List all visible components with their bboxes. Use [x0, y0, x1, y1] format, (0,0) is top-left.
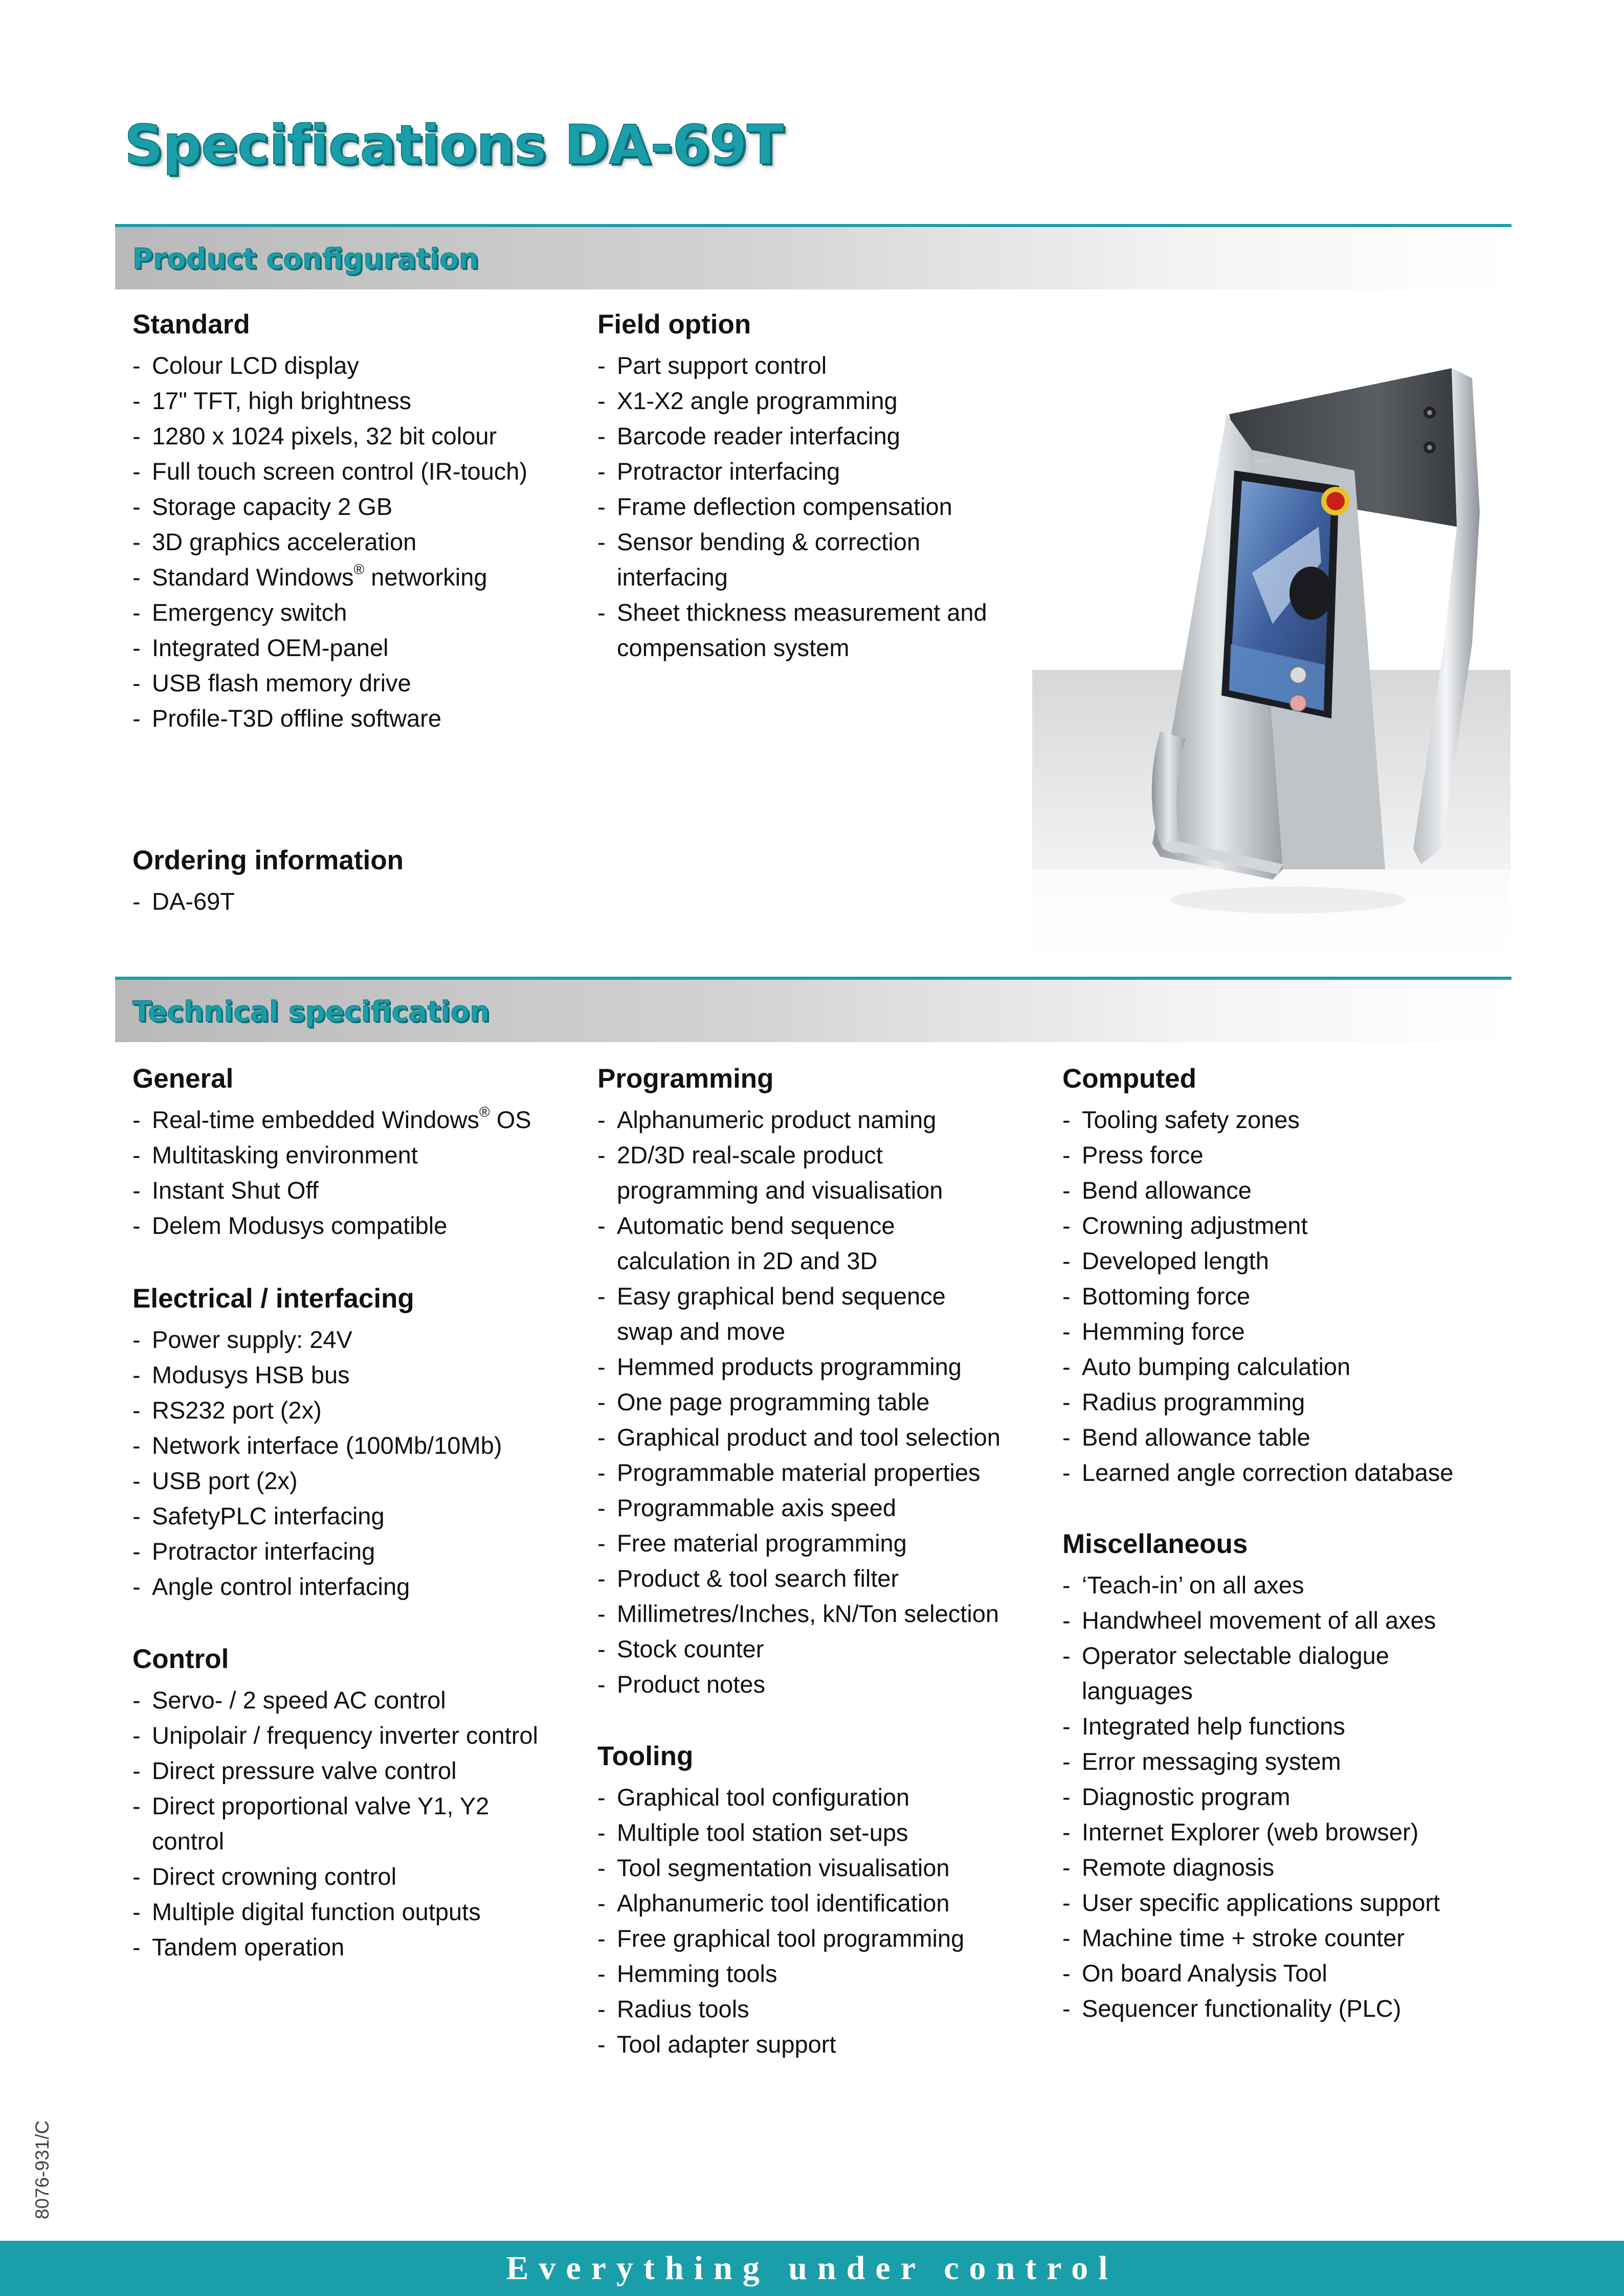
footer-bar	[0, 2241, 1624, 2296]
list-item: - Bend allowance table	[1062, 1420, 1502, 1455]
standard-block	[132, 307, 572, 736]
control-block	[132, 1641, 572, 1965]
list-item: - Barcode reader interfacing	[597, 418, 1017, 454]
list-item: - Protractor interfacing	[597, 454, 1017, 489]
list-item: - Operator selectable dialogue languages	[1062, 1638, 1440, 1708]
list-item: - Alphanumeric product naming	[597, 1102, 1037, 1137]
list-item: - Stock counter	[597, 1631, 1037, 1667]
list-item: - ‘Teach-in’ on all axes	[1062, 1567, 1502, 1603]
document-code: 8076-931/C	[32, 2120, 53, 2219]
list-item: - Colour LCD display	[132, 348, 572, 383]
computed-list	[1062, 1102, 1502, 1490]
list-item: - Hemming force	[1062, 1314, 1502, 1349]
list-item: - Emergency switch	[132, 595, 572, 630]
registered-mark: ®	[479, 1104, 490, 1120]
list-item: - Machine time + stroke counter	[1062, 1920, 1502, 1955]
list-item: - USB flash memory drive	[132, 665, 572, 701]
general-heading: General	[132, 1064, 234, 1094]
list-item: - Direct pressure valve control	[132, 1753, 572, 1788]
list-item: - Integrated help functions	[1062, 1708, 1502, 1744]
list-item: - Unipolair / frequency inverter control	[132, 1718, 572, 1753]
list-item: - Modusys HSB bus	[132, 1357, 572, 1392]
tooling-list	[597, 1780, 1037, 2062]
list-item	[132, 1102, 572, 1137]
tooling-heading: Tooling	[597, 1741, 694, 1771]
list-item: - Tandem operation	[132, 1929, 572, 1965]
list-item: - Sheet thickness measurement and compensation system	[597, 595, 1016, 665]
list-item: - Crowning adjustment	[1062, 1208, 1502, 1243]
product-image	[1032, 358, 1510, 961]
general-block	[132, 1061, 572, 1243]
list-item: - 3D graphics acceleration	[132, 524, 572, 559]
list-item: - Press force	[1062, 1137, 1502, 1173]
list-item: - Servo- / 2 speed AC control	[132, 1682, 572, 1718]
list-item: - 2D/3D real-scale product programming and visualisation	[597, 1137, 975, 1208]
section-title-technical-specification: Technical specification	[132, 995, 490, 1028]
computed-heading: Computed	[1062, 1064, 1197, 1094]
programming-heading: Programming	[597, 1064, 774, 1094]
general-list	[132, 1102, 572, 1243]
computed-block	[1062, 1061, 1502, 1490]
list-item: - Sensor bending & correction interfacing	[597, 524, 944, 595]
list-item: - SafetyPLC interfacing	[132, 1498, 572, 1534]
list-item: - Bend allowance	[1062, 1173, 1502, 1208]
list-item: - Programmable axis speed	[597, 1490, 1037, 1525]
list-item: - Product notes	[597, 1667, 1037, 1702]
miscellaneous-block	[1062, 1526, 1502, 2026]
list-item: - RS232 port (2x)	[132, 1392, 572, 1428]
list-item: - Network interface (100Mb/10Mb)	[132, 1428, 572, 1463]
electrical-block	[132, 1281, 572, 1604]
field-option-list	[597, 348, 1017, 665]
field-option-block	[597, 307, 1017, 665]
standard-list	[132, 348, 572, 736]
control-heading: Control	[132, 1644, 229, 1674]
list-item: - Internet Explorer (web browser)	[1062, 1814, 1502, 1850]
ordering-list	[132, 884, 572, 919]
list-item: - 1280 x 1024 pixels, 32 bit colour	[132, 418, 572, 454]
list-item: - Developed length	[1062, 1243, 1502, 1278]
programming-list	[597, 1102, 1037, 1702]
page-title: Specifications DA-69T	[124, 114, 784, 176]
list-item: - Auto bumping calculation	[1062, 1349, 1502, 1384]
list-item: - On board Analysis Tool	[1062, 1955, 1502, 1991]
list-item: - Direct crowning control	[132, 1859, 572, 1894]
section-title-product-configuration: Product configuration	[132, 242, 479, 275]
standard-heading: Standard	[132, 309, 250, 340]
windows-suffix: OS	[496, 1106, 531, 1133]
windows-text: Real-time embedded Windows	[152, 1106, 480, 1133]
list-item: - Product & tool search filter	[597, 1561, 1037, 1596]
miscellaneous-list	[1062, 1567, 1502, 2026]
list-item: - Tool adapter support	[597, 2027, 1037, 2062]
electrical-heading: Electrical / interfacing	[132, 1284, 414, 1314]
list-item: - 17" TFT, high brightness	[132, 383, 572, 418]
list-item: - Tooling safety zones	[1062, 1102, 1502, 1137]
product-configuration-band	[115, 224, 1511, 289]
list-item: - Power supply: 24V	[132, 1322, 572, 1357]
control-list	[132, 1682, 572, 1965]
list-item: - Diagnostic program	[1062, 1779, 1502, 1814]
registered-mark: ®	[353, 561, 365, 577]
tooling-block	[597, 1739, 1037, 2062]
list-item: - Free graphical tool programming	[597, 1921, 1037, 1956]
list-item: - Graphical tool configuration	[597, 1780, 1037, 1815]
ordering-block	[132, 843, 572, 919]
list-item: - Programmable material properties	[597, 1455, 1037, 1490]
list-item: - User specific applications support	[1062, 1885, 1502, 1920]
footer-slogan: Everything under control	[506, 2249, 1118, 2287]
list-item: - Free material programming	[597, 1525, 1037, 1561]
list-item: - Millimetres/Inches, kN/Ton selection	[597, 1596, 1037, 1631]
list-item: - DA-69T	[132, 884, 572, 919]
list-item: - Radius programming	[1062, 1384, 1502, 1420]
product-brand-label: Delem	[1252, 457, 1273, 465]
list-item: - Multiple digital function outputs	[132, 1894, 572, 1929]
electrical-list	[132, 1322, 572, 1604]
list-item: - USB port (2x)	[132, 1463, 572, 1498]
list-item: - Delem Modusys compatible	[132, 1208, 572, 1243]
list-item: - Radius tools	[597, 1991, 1037, 2027]
technical-specification-band	[115, 977, 1511, 1042]
list-item: - Angle control interfacing	[132, 1569, 572, 1604]
list-item: - Instant Shut Off	[132, 1173, 572, 1208]
list-item: - Handwheel movement of all axes	[1062, 1603, 1502, 1638]
list-item: - Alphanumeric tool identification	[597, 1885, 1037, 1921]
list-item: - Profile-T3D offline software	[132, 701, 572, 736]
list-item: - Easy graphical bend sequence swap and move	[597, 1278, 990, 1349]
list-item: - Remote diagnosis	[1062, 1850, 1502, 1885]
list-item: - Integrated OEM-panel	[132, 630, 572, 665]
field-option-heading: Field option	[597, 309, 751, 340]
list-item: - Graphical product and tool selection	[597, 1420, 1037, 1455]
programming-block	[597, 1061, 1037, 1702]
list-item: - Error messaging system	[1062, 1744, 1502, 1779]
list-item: - Multitasking environment	[132, 1137, 572, 1173]
list-item: - Protractor interfacing	[132, 1534, 572, 1569]
list-item: - Frame deflection compensation	[597, 489, 1017, 524]
miscellaneous-heading: Miscellaneous	[1062, 1529, 1248, 1559]
list-item: - Multiple tool station set-ups	[597, 1815, 1037, 1850]
windows-suffix: networking	[371, 564, 487, 591]
list-item: - Tool segmentation visualisation	[597, 1850, 1037, 1885]
list-item: - Direct proportional valve Y1, Y2 control	[132, 1788, 546, 1859]
list-item: - Learned angle correction database	[1062, 1455, 1502, 1490]
list-item: - Sequencer functionality (PLC)	[1062, 1991, 1502, 2026]
list-item	[132, 559, 572, 595]
windows-text: Standard Windows	[152, 564, 354, 591]
ordering-heading: Ordering information	[132, 845, 404, 875]
list-item: - Full touch screen control (IR-touch)	[132, 454, 572, 489]
list-item: - Bottoming force	[1062, 1278, 1502, 1314]
list-item: - One page programming table	[597, 1384, 1037, 1420]
list-item: - Automatic bend sequence calculation in 2D and 3D	[597, 1208, 975, 1278]
list-item: - Storage capacity 2 GB	[132, 489, 572, 524]
list-item: - X1-X2 angle programming	[597, 383, 1017, 418]
list-item: - Hemming tools	[597, 1956, 1037, 1991]
list-item: - Part support control	[597, 348, 1017, 383]
list-item: - Hemmed products programming	[597, 1349, 1037, 1384]
